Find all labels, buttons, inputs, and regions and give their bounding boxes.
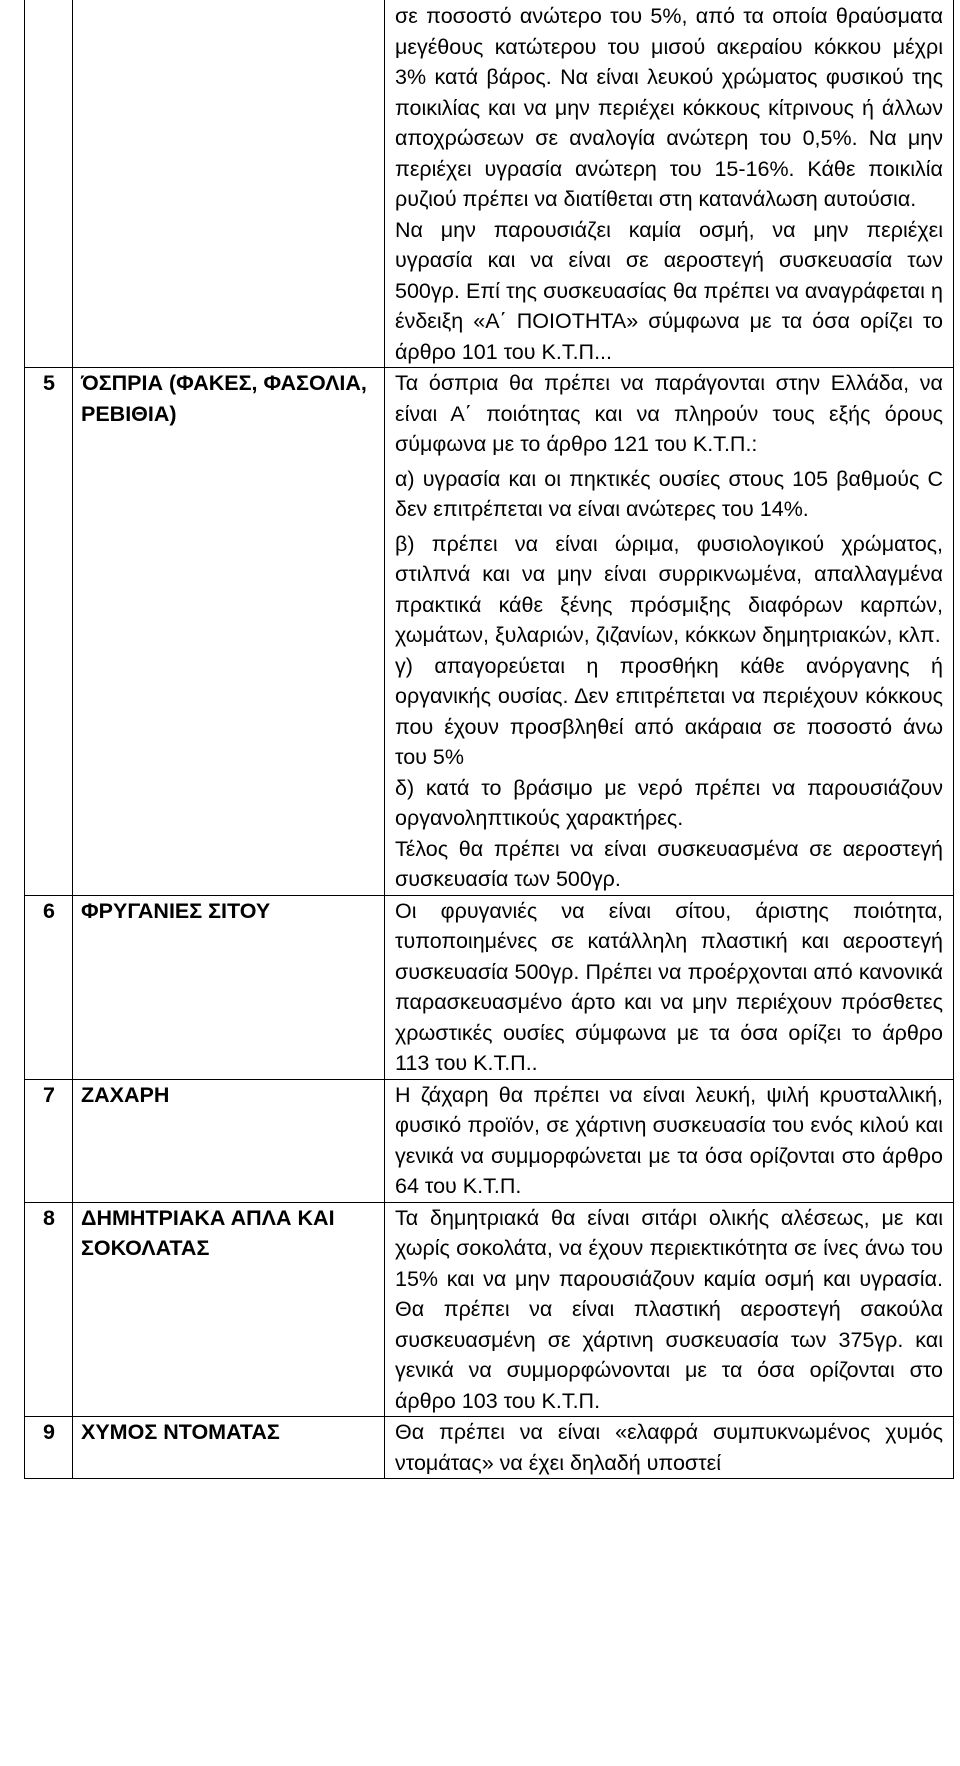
item-name: ΖΑΧΑΡΗ (73, 1079, 385, 1202)
product-spec-table (24, 0, 954, 1479)
item-name (73, 0, 385, 368)
description-paragraph: Τα όσπρια θα πρέπει να παράγονται στην Ελλάδα, να είναι Α΄ ποιότητας και να πληρούν τους εξής όρους σύμφωνα με το άρθρο 121 του Κ.Τ.Π.: (395, 371, 943, 456)
item-name-text: ΔΗΜΗΤΡΙΑΚΑ ΑΠΛΑ ΚΑΙ ΣΟΚΟΛΑΤΑΣ (81, 1205, 335, 1260)
item-number: 9 (25, 1417, 73, 1479)
description-paragraph: Οι φρυγανιές να είναι σίτου, άριστης ποιότητα, τυποποιημένες σε κατάλληλη πλαστική και αεροστεγή συσκευασία 500γρ. Πρέπει να προέρχονται από κανονικά παρασκευασμένο άρτο και να μην περιέχουν πρόσθετες χρωστικές ουσίες σύμφωνα με τα όσα ορίζει το άρθρο 113 του Κ.Τ.Π.. (395, 898, 943, 1075)
table-row (25, 1079, 954, 1202)
item-description (385, 368, 954, 896)
item-description (385, 1417, 954, 1479)
item-number: 8 (25, 1202, 73, 1417)
description-paragraph: Τα δημητριακά θα είναι σιτάρι ολικής αλέσεως, με και χωρίς σοκολάτα, να έχουν περιεκτικότητα σε ίνες άνω του 15% και να μην παρουσιάζουν καμία οσμή και υγρασία. Θα πρέπει να είναι πλαστική αεροστεγή σακούλα συσκευασμένη σε χάρτινη συσκευασία των 375γρ. και γενικά να συμμορφώνονται με τα όσα ορίζονται στο άρθρο 103 του Κ.Τ.Π. (395, 1205, 943, 1413)
description-paragraph: γ) απαγορεύεται η προσθήκη κάθε ανόργανης ή οργανικής ουσίας. Δεν επιτρέπεται να περιέχουν κόκκους που έχουν προσβληθεί από ακάραια σε ποσοστό άνω του 5% (395, 653, 943, 769)
item-name-text: ΧΥΜΟΣ ΝΤΟΜΑΤΑΣ (81, 1420, 280, 1444)
description-paragraph: δ) κατά το βράσιμο με νερό πρέπει να παρουσιάζουν οργανοληπτικούς χαρακτήρες. (395, 775, 943, 830)
item-description (385, 895, 954, 1079)
description-paragraph: Η ζάχαρη θα πρέπει να είναι λευκή, ψιλή κρυσταλλική, φυσικό προϊόν, σε χάρτινη συσκευασία του ενός κιλού και γενικά να συμμορφώνεται με τα όσα ορίζονται στο άρθρο 64 του Κ.Τ.Π. (395, 1082, 943, 1198)
table-row (25, 368, 954, 896)
item-number (25, 0, 73, 368)
item-description (385, 1202, 954, 1417)
description-paragraph: α) υγρασία και οι πηκτικές ουσίες στους 105 βαθμούς C δεν επιτρέπεται να είναι ανώτερες του 14%. (395, 466, 943, 521)
item-name: ΦΡΥΓΑΝΙΕΣ ΣΙΤΟΥ (73, 895, 385, 1079)
item-name (73, 1202, 385, 1417)
item-description (385, 0, 954, 368)
table-row (25, 0, 954, 368)
description-paragraph: Τέλος θα πρέπει να είναι συσκευασμένα σε αεροστεγή συσκευασία των 500γρ. (395, 836, 943, 891)
table-row (25, 1417, 954, 1479)
item-number: 5 (25, 368, 73, 896)
item-number: 7 (25, 1079, 73, 1202)
description-paragraph: Θα πρέπει να είναι «ελαφρά συμπυκνωμένος χυμός ντομάτας» να έχει δηλαδή υποστεί (395, 1420, 943, 1475)
description-paragraph: σε ποσοστό ανώτερο του 5%, από τα οποία θραύσματα μεγέθους κατώτερου του μισού ακεραίου κόκκου μέχρι 3% κατά βάρος. Να είναι λευκού χρώματος φυσικού της ποικιλίας και να μην περιέχει κόκκους κίτρινους ή άλλων αποχρώσεων σε αναλογία ανώτερη του 0,5%. Να μην περιέχει υγρασία ανώτερη του 15-16%. Κάθε ποικιλία ρυζιού πρέπει να διατίθεται στη κατανάλωση αυτούσια. (395, 4, 943, 211)
description-paragraph: Να μην παρουσιάζει καμία οσμή, να μην περιέχει υγρασία και να είναι σε αεροστεγή συσκευασία των 500γρ. Επί της συσκευασίας θα πρέπει να αναγράφεται η ένδειξη «Α΄ ΠΟΙΟΤΗΤΑ» σύμφωνα με τα όσα ορίζει το άρθρο 101 του Κ.Τ.Π... (395, 217, 943, 364)
item-description (385, 1079, 954, 1202)
item-name (73, 368, 385, 896)
item-number: 6 (25, 895, 73, 1079)
item-name (73, 1417, 385, 1479)
table-row (25, 1202, 954, 1417)
item-name-text: ΌΣΠΡΙΑ (ΦΑΚΕΣ, ΦΑΣΟΛΙΑ, ΡΕΒΙΘΙΑ) (81, 371, 367, 426)
table-row (25, 895, 954, 1079)
description-paragraph: β) πρέπει να είναι ώριμα, φυσιολογικού χρώματος, στιλπνά και να μην είναι συρρικνωμένα, απαλλαγμένα πρακτικά κάθε ξένης πρόσμιξης διαφόρων καρπών, χωμάτων, ξυλαριών, ζιζανίων, κόκκων δημητριακών, κλπ. (395, 531, 943, 647)
